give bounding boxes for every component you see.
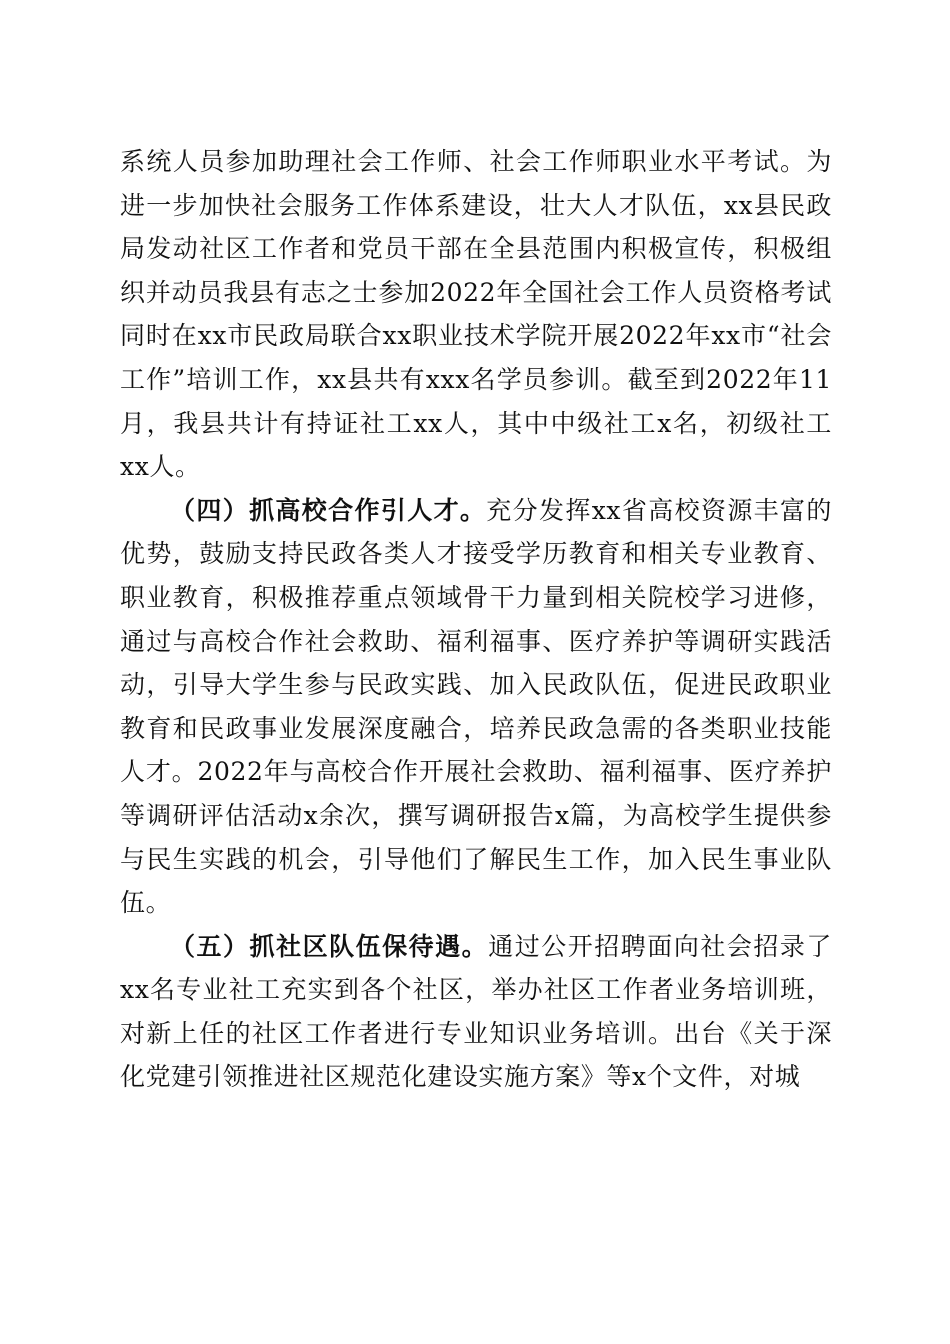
paragraph-text: 通过公开招聘面向社会招录了xx名专业社工充实到各个社区，举办社区工作者业务培训班，对新上任的社区工作者进行专业知识业务培训。出台《关于深化党建引领推进社区规范化建设实施方案》等x个文件，对城 bbox=[120, 931, 832, 1092]
paragraph-text: 系统人员参加助理社会工作师、社会工作师职业水平考试。为进一步加快社会服务工作体系建设，壮大人才队伍，xx县民政局发动社区工作者和党员干部在全县范围内积极宣传，积极组织并动员我县有志之士参加2022年全国社会工作人员资格考试同时在xx市民政局联合xx职业技术学院开展2022年xx市“社会工作”培训工作，xx县共有xxx名学员参训。截至到2022年11月，我县共计有持证社工xx人，其中中级社工x名，初级社工xx人。 bbox=[120, 147, 832, 482]
paragraph-university-cooperation bbox=[120, 489, 832, 925]
paragraph-continuation bbox=[120, 140, 832, 489]
paragraph-text: 充分发挥xx省高校资源丰富的优势，鼓励支持民政各类人才接受学历教育和相关专业教育、职业教育，积极推荐重点领域骨干力量到相关院校学习进修，通过与高校合作社会救助、福利福事、医疗养护等调研实践活动，引导大学生参与民政实践、加入民政队伍，促进民政职业教育和民政事业发展深度融合，培养民政急需的各类职业技能人才。2022年与高校合作开展社会救助、福利福事、医疗养护等调研评估活动x余次，撰写调研报告x篇，为高校学生提供参与民生实践的机会，引导他们了解民生工作，加入民生事业队伍。 bbox=[120, 495, 832, 918]
section-heading-4: （四）抓高校合作引人才。 bbox=[170, 495, 487, 525]
section-heading-5: （五）抓社区队伍保待遇。 bbox=[170, 931, 489, 961]
document-body bbox=[120, 140, 832, 1099]
paragraph-community-team bbox=[120, 925, 832, 1099]
